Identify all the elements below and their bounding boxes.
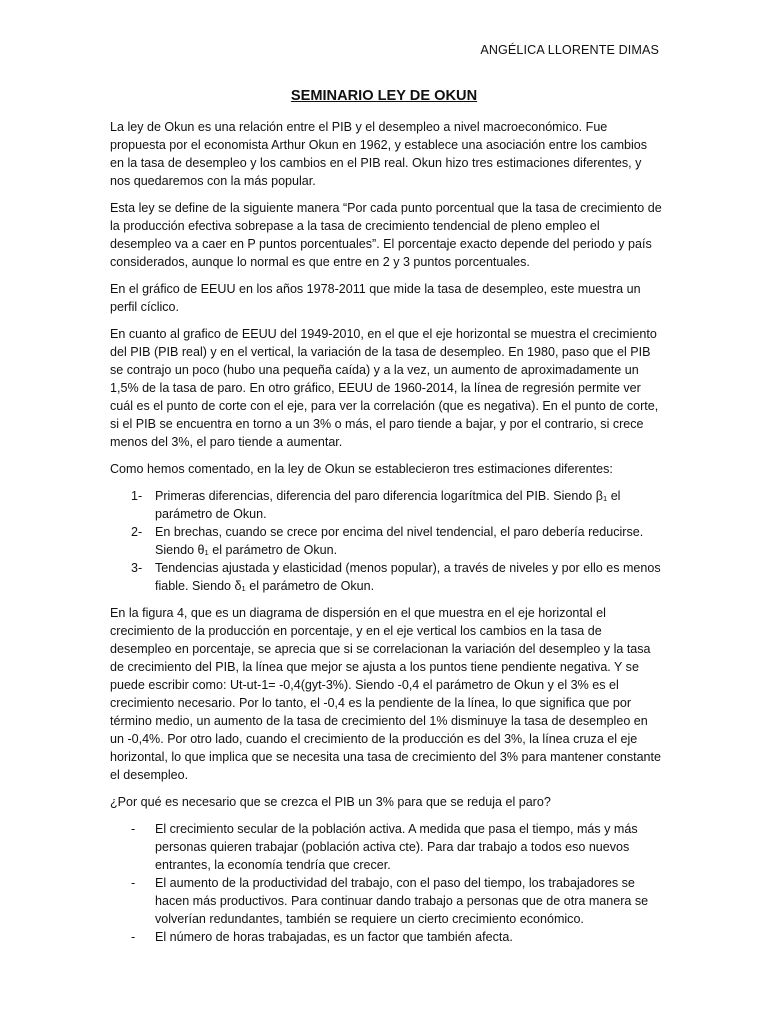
reasons-list [110, 820, 662, 946]
list-marker: - [131, 876, 136, 890]
list-item [110, 559, 662, 595]
list-item-text: En brechas, cuando se crece por encima del nivel tendencial, el paro debería reducirse. Siendo θ₁ el parámetro de Okun. [155, 525, 644, 557]
paragraph-eeuu-analysis: En cuanto al grafico de EEUU del 1949-2010, en el que el eje horizontal se muestra el crecimiento del PIB (PIB real) y en el vertical, la variación de la tasa de desempleo. En 1980, paso que el PIB se contrajo un poco (hubo una pequeña caída) y a la vez, un aumento de aproximadamente un 1,5% de la tasa de paro. En otro gráfico, EEUU de 1960-2014, la línea de regresión permite ver cuál es el punto de corte con el eje, para ver la correlación (que es negativa). En el punto de corte, si el PIB se encuentra en torno a un 3% o más, el paro tiende a bajar, y por el contrario, si crece menos del 3%, el paro tiende a aumentar. [110, 327, 659, 449]
paragraph-intro: La ley de Okun es una relación entre el PIB y el desempleo a nivel macroeconómico. Fue propuesta por el economista Arthur Okun en 1962, y establece una asociación entre los cambios en la tasa de desempleo y los cambios en el PIB real. Okun hizo tres estimaciones diferentes, y nos quedaremos con la más popular. [110, 120, 648, 188]
estimations-list [110, 487, 662, 595]
list-marker: 1- [131, 489, 143, 503]
paragraph-definition: Esta ley se define de la siguiente manera “Por cada punto porcentual que la tasa de crecimiento de la producción efectiva sobrepase a la tasa de crecimiento tendencial de pleno empleo el desempleo va a caer en P puntos porcentuales”. El porcentaje exacto depende del periodo y país considerados, aunque lo normal es que entre en 2 y 3 puntos porcentuales. [110, 201, 662, 269]
list-item [110, 874, 662, 928]
list-item-text: El crecimiento secular de la población activa. A medida que pasa el tiempo, más y más personas quieren trabajar (población activa cte). Para dar trabajo a todos eso nuevos entrantes, la economía tendría que crecer. [155, 822, 638, 872]
list-item-text: Tendencias ajustada y elasticidad (menos popular), a través de niveles y por ello es menos fiable. Siendo δ₁ el parámetro de Okun. [155, 561, 661, 593]
paragraph-estimations-intro: Como hemos comentado, en la ley de Okun se establecieron tres estimaciones diferentes: [110, 462, 613, 476]
list-item [110, 487, 662, 523]
paragraph-question: ¿Por qué es necesario que se crezca el PIB un 3% para que se reduja el paro? [110, 795, 551, 809]
list-marker: 2- [131, 525, 143, 539]
list-item-text: El aumento de la productividad del trabajo, con el paso del tiempo, los trabajadores se hacen más productivos. Para continuar dando trabajo a personas que de otra manera se volverían redundantes, también se requiere un cierto crecimiento económico. [155, 876, 649, 926]
list-item-text: El número de horas trabajadas, es un factor que también afecta. [155, 930, 513, 944]
author-header: ANGÉLICA LLORENTE DIMAS [480, 43, 659, 57]
list-item [110, 820, 662, 874]
list-marker: 3- [131, 561, 143, 575]
document-title: SEMINARIO LEY DE OKUN [290, 88, 478, 104]
paragraph-eeuu-graph: En el gráfico de EEUU en los años 1978-2011 que mide la tasa de desempleo, este muestra un perfil cíclico. [110, 282, 641, 314]
list-item [110, 523, 662, 559]
document-body [110, 118, 662, 955]
list-item [110, 928, 662, 946]
list-item-text: Primeras diferencias, diferencia del paro diferencia logarítmica del PIB. Siendo β₁ el parámetro de Okun. [155, 489, 621, 521]
list-marker: - [131, 930, 136, 944]
paragraph-figure-4: En la figura 4, que es un diagrama de dispersión en el que muestra en el eje horizontal el crecimiento de la producción en porcentaje, y en el eje vertical los cambios en la tasa de desempleo en porcentaje, se aprecia que si se correlacionan la variación del desempleo y la tasa de crecimiento del PIB, la línea que mejor se ajusta a los puntos tiene pendiente negativa. Y se puede escribir como: Ut-ut-1= -0,4(gyt-3%). Siendo -0,4 el parámetro de Okun y el 3% es el crecimiento necesario. Por lo tanto, el -0,4 es la pendiente de la línea, lo que significa que por término medio, un aumento de la tasa de crecimiento del 1% disminuye la tasa de desempleo en un -0,4%. Por otro lado, cuando el crecimiento de la producción es del 3%, la línea cruza el eje horizontal, lo que implica que se necesita una tasa de crecimiento del 3% para mantener constante el desempleo. [110, 606, 661, 782]
list-marker: - [131, 822, 136, 836]
